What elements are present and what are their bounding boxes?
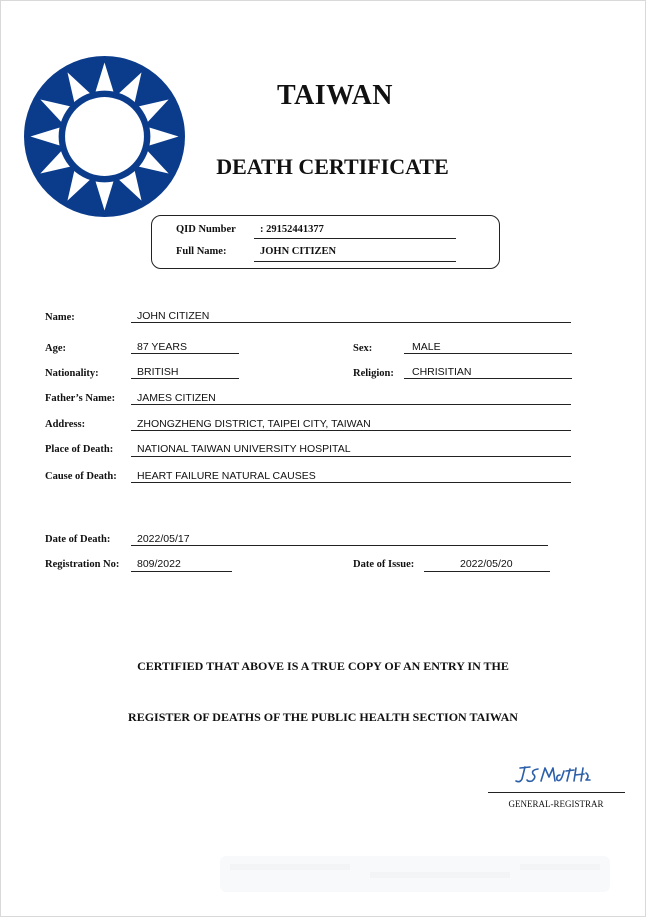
- sex-label: Sex:: [353, 343, 373, 354]
- father-label: Father’s Name:: [45, 393, 116, 404]
- religion-value: CHRISITIAN: [412, 366, 472, 378]
- fullname-underline: [254, 261, 456, 262]
- fullname-label: Full Name:: [176, 246, 227, 257]
- fullname-value: JOHN CITIZEN: [260, 246, 337, 257]
- qid-underline: [254, 238, 456, 239]
- father-underline: [131, 404, 571, 405]
- father-value: JAMES CITIZEN: [137, 392, 216, 404]
- address-value: ZHONGZHENG DISTRICT, TAIPEI CITY, TAIWAN: [137, 418, 371, 430]
- name-underline: [131, 322, 571, 323]
- name-label: Name:: [45, 312, 75, 323]
- certification-line-2: REGISTER OF DEATHS OF THE PUBLIC HEALTH SECTION TAIWAN: [128, 710, 518, 724]
- qid-label: QID Number: [176, 224, 236, 235]
- issue-value: 2022/05/20: [460, 558, 513, 570]
- age-underline: [131, 353, 239, 354]
- reg-no-value: 809/2022: [137, 558, 181, 570]
- age-value: 87 YEARS: [137, 341, 188, 353]
- sex-underline: [404, 353, 572, 354]
- reg-no-underline: [131, 571, 232, 572]
- reg-no-label: Registration No:: [45, 559, 120, 570]
- nationality-underline: [131, 378, 239, 379]
- country-heading: TAIWAN: [276, 80, 394, 111]
- place-value: NATIONAL TAIWAN UNIVERSITY HOSPITAL: [137, 443, 351, 455]
- date-of-death-value: 2022/05/17: [137, 533, 190, 545]
- cause-label: Cause of Death:: [45, 471, 117, 482]
- nationality-value: BRITISH: [137, 366, 179, 378]
- document-title: DEATH CERTIFICATE: [216, 154, 449, 179]
- registrar-title: GENERAL-REGISTRAR: [508, 799, 604, 809]
- religion-underline: [404, 378, 572, 379]
- date-of-death-label: Date of Death:: [45, 534, 111, 545]
- issue-underline: [424, 571, 550, 572]
- place-label: Place of Death:: [45, 444, 114, 455]
- signature-line: [488, 792, 625, 793]
- qid-value: : 29152441377: [260, 224, 324, 235]
- address-label: Address:: [45, 419, 86, 430]
- address-underline: [131, 430, 571, 431]
- age-label: Age:: [45, 343, 66, 354]
- faded-watermark: [220, 850, 610, 898]
- date-of-death-underline: [131, 545, 548, 546]
- place-underline: [131, 456, 571, 457]
- cause-value: HEART FAILURE NATURAL CAUSES: [137, 470, 316, 482]
- sex-value: MALE: [412, 341, 441, 353]
- sun-emblem: [24, 56, 185, 217]
- religion-label: Religion:: [353, 368, 394, 379]
- certification-line-1: CERTIFIED THAT ABOVE IS A TRUE COPY OF AN ENTRY IN THE: [137, 659, 509, 673]
- cause-underline: [131, 482, 571, 483]
- nationality-label: Nationality:: [45, 368, 99, 379]
- issue-label: Date of Issue:: [353, 559, 415, 570]
- name-value: JOHN CITIZEN: [137, 310, 210, 322]
- handwritten-signature: [512, 763, 592, 787]
